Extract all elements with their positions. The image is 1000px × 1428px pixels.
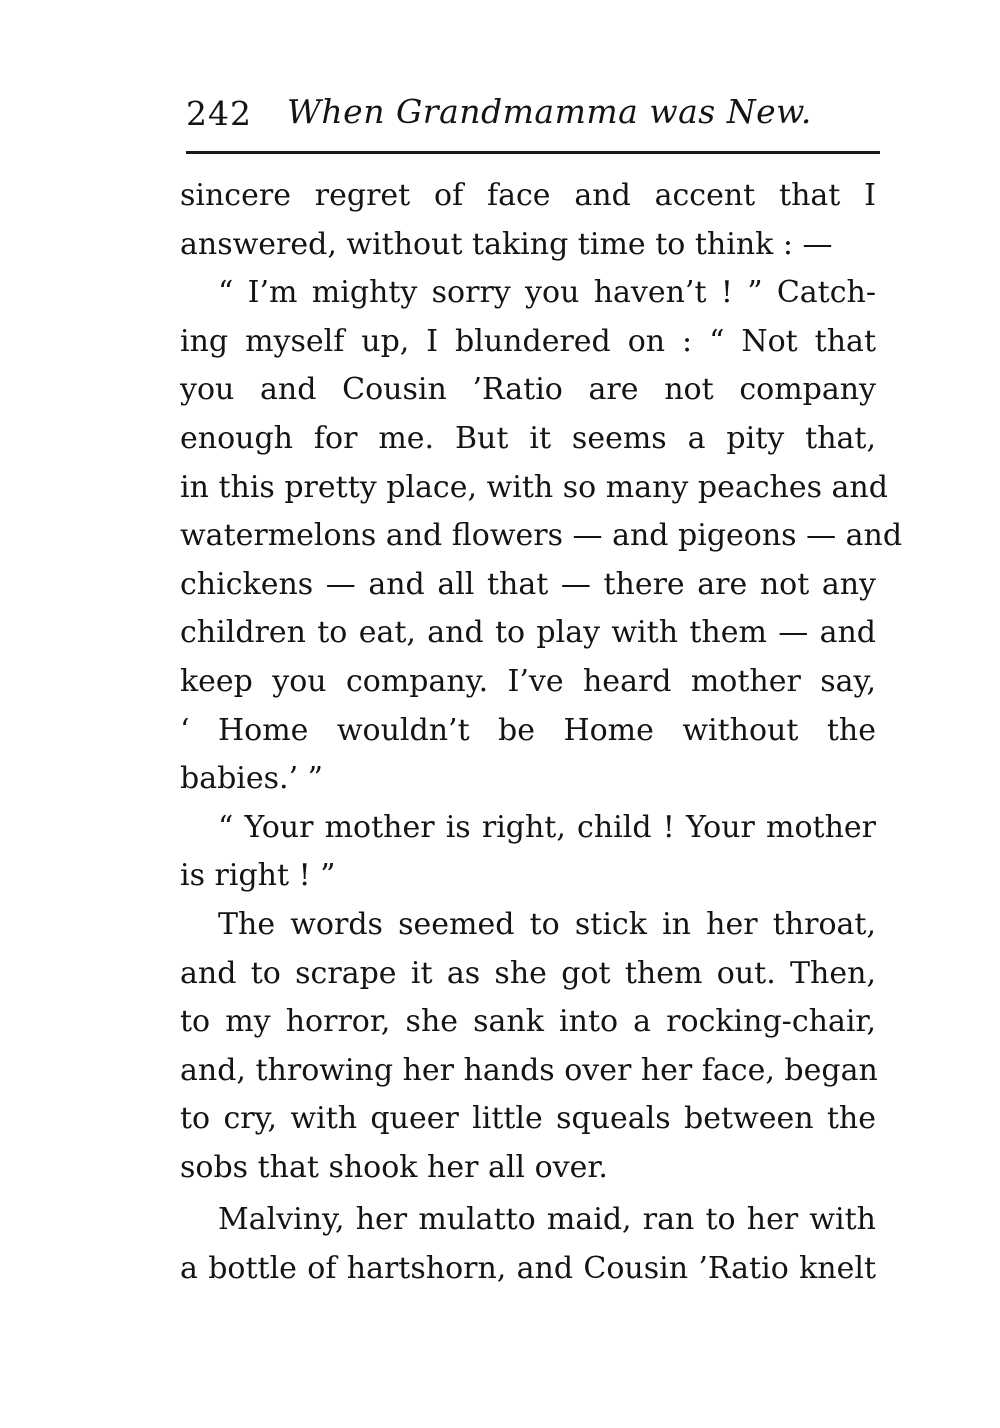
text-line: ing myself up, I blundered on : “ Not that	[180, 323, 876, 359]
text-line: babies.’ ”	[180, 761, 323, 797]
text-line: in this pretty place, with so many peaches and	[180, 469, 888, 505]
text-line: enough for me. But it seems a pity that,	[180, 420, 876, 456]
text-line: Malviny, her mulatto maid, ran to her with	[218, 1202, 876, 1238]
text-line: to cry, with queer little squeals between the	[180, 1101, 876, 1137]
text-line: “ Your mother is right, child ! Your mother	[218, 809, 876, 845]
page-number: 242	[186, 94, 252, 133]
text-line: you and Cousin ’Ratio are not company	[180, 372, 876, 408]
text-line: sobs that shook her all over.	[180, 1149, 608, 1185]
body-text	[180, 172, 903, 1294]
text-line: and, throwing her hands over her face, began	[180, 1052, 878, 1088]
text-line: ‘ Home wouldn’t be Home without the	[180, 712, 876, 748]
text-line: sincere regret of face and accent that I	[180, 178, 876, 213]
running-title: When Grandmamma was New.	[287, 92, 812, 131]
text-line: “ I’m mighty sorry you haven’t ! ” Catch-	[218, 275, 876, 311]
text-line: is right ! ”	[180, 858, 336, 894]
text-line: chickens — and all that — there are not any	[180, 566, 876, 602]
text-line: answered, without taking time to think : —	[180, 226, 833, 262]
text-line: and to scrape it as she got them out. Then,	[180, 955, 876, 991]
text-line: The words seemed to stick in her throat,	[218, 906, 876, 942]
page-header	[186, 92, 880, 138]
text-line: to my horror, she sank into a rocking-chair,	[180, 1004, 876, 1040]
text-line: keep you company. I’ve heard mother say,	[180, 663, 876, 699]
text-line: children to eat, and to play with them — and	[180, 615, 876, 651]
header-rule	[186, 151, 880, 154]
text-line: a bottle of hartshorn, and Cousin ’Ratio knelt	[180, 1251, 876, 1287]
text-line: watermelons and flowers — and pigeons — and	[180, 518, 903, 554]
